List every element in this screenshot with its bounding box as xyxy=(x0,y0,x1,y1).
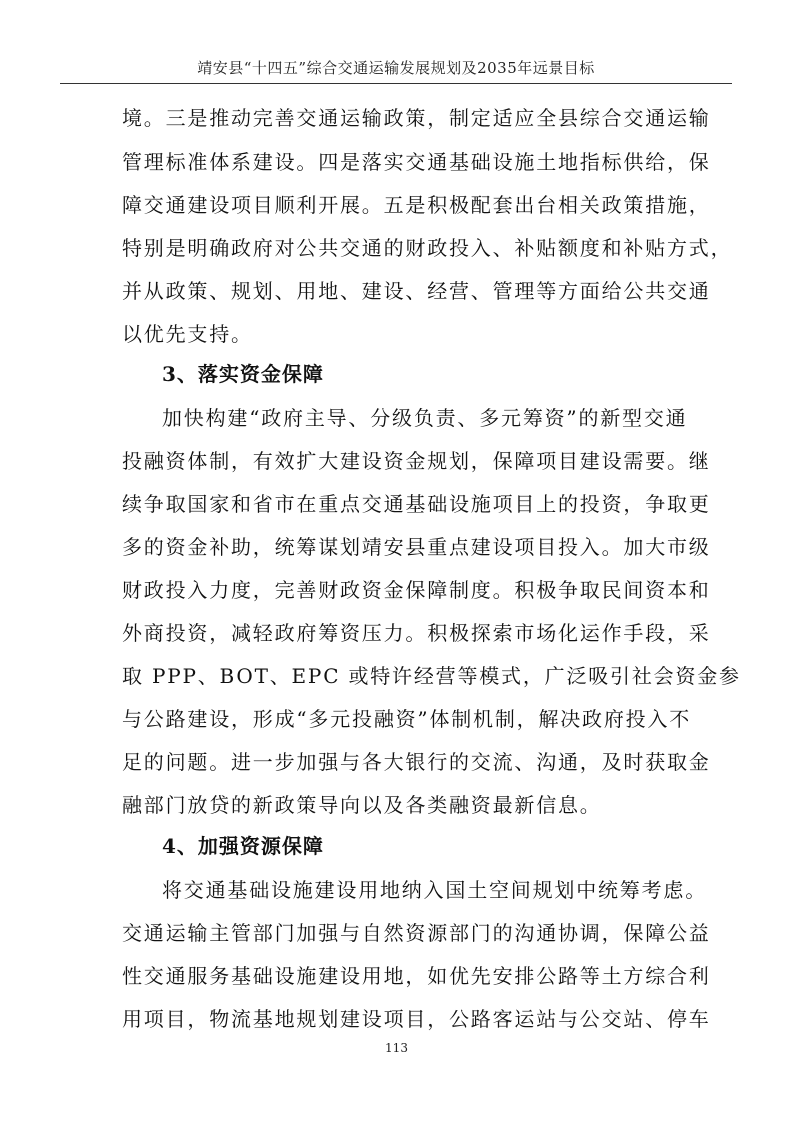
running-header: 靖安县“十四五”综合交通运输发展规划及2035年远景目标 xyxy=(197,59,595,77)
text-line: 外商投资，减轻政府筹资压力。积极探索市场化运作手段，采 xyxy=(122,621,711,645)
text-line: 障交通建设项目顺利开展。五是积极配套出台相关政策措施， xyxy=(122,193,711,217)
text-line: 融部门放贷的新政策导向以及各类融资最新信息。 xyxy=(122,793,602,817)
text-line: 用项目，物流基地规划建设项目，公路客运站与公交站、停车 xyxy=(122,1007,711,1031)
page-number: 113 xyxy=(385,1041,408,1055)
text-line: 以优先支持。 xyxy=(122,322,253,346)
header-divider xyxy=(60,83,732,84)
text-line: 投融资体制，有效扩大建设资金规划，保障项目建设需要。继 xyxy=(122,449,711,473)
text-line: 将交通基础设施建设用地纳入国土空间规划中统筹考虑。 xyxy=(162,878,707,902)
text-line: 财政投入力度，完善财政资金保障制度。积极争取民间资本和 xyxy=(122,578,711,602)
text-line: 加快构建“政府主导、分级负责、多元筹资”的新型交通 xyxy=(162,406,688,430)
text-line: 多的资金补助，统筹谋划靖安县重点建设项目投入。加大市级 xyxy=(122,535,711,559)
text-line: 与公路建设，形成“多元投融资”体制机制，解决政府投入不 xyxy=(122,707,692,731)
text-line: 管理标准体系建设。四是落实交通基础设施土地指标供给，保 xyxy=(122,150,711,174)
text-line: 境。三是推动完善交通运输政策，制定适应全县综合交通运输 xyxy=(122,106,711,130)
text-line: 足的问题。进一步加强与各大银行的交流、沟通，及时获取金 xyxy=(122,750,711,774)
section-heading-resources: 4、加强资源保障 xyxy=(162,834,324,858)
section-heading-funding: 3、落实资金保障 xyxy=(162,362,324,386)
text-line: 并从政策、规划、用地、建设、经营、管理等方面给公共交通 xyxy=(122,279,711,303)
text-line: 性交通服务基础设施建设用地，如优先安排公路等土方综合利 xyxy=(122,964,711,988)
text-line: 特别是明确政府对公共交通的财政投入、补贴额度和补贴方式， xyxy=(122,236,733,260)
text-line: 取 PPP、BOT、EPC 或特许经营等模式，广泛吸引社会资金参 xyxy=(122,664,741,688)
text-line: 续争取国家和省市在重点交通基础设施项目上的投资，争取更 xyxy=(122,492,711,516)
text-line: 交通运输主管部门加强与自然资源部门的沟通协调，保障公益 xyxy=(122,921,711,945)
